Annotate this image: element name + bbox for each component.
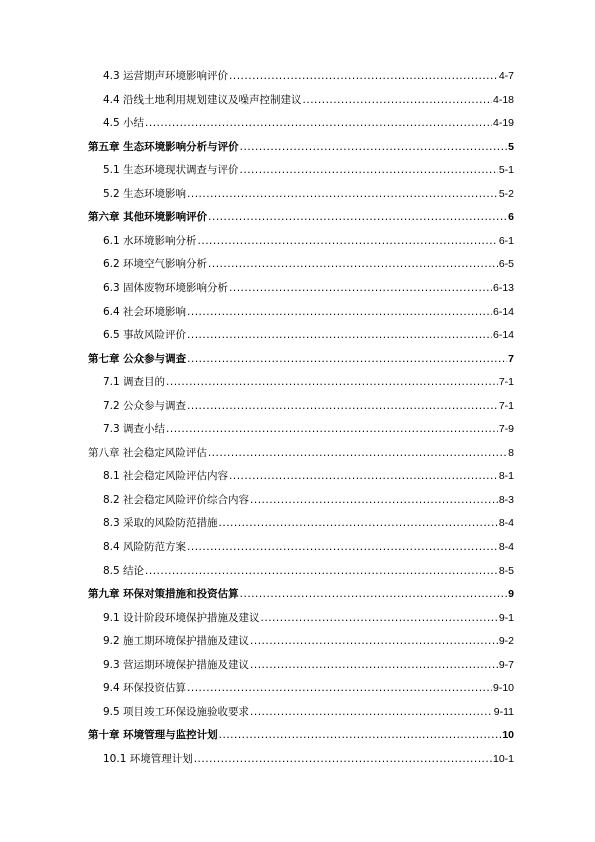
toc-entry-title: 第七章 公众参与调查 (88, 352, 187, 365)
toc-entry-page-number: 6-1 (498, 234, 514, 247)
toc-section-entry (103, 187, 514, 201)
toc-entry-page-number: 10 (502, 729, 514, 742)
toc-entry-title: 7.3 调查小结 (103, 423, 166, 436)
toc-entry-title: 6.1 水环境影响分析 (103, 234, 197, 247)
toc-entry-page-number: 9-10 (492, 682, 514, 695)
toc-entry-page-number: 6-14 (492, 329, 514, 342)
toc-dot-leader (166, 375, 498, 389)
toc-entry-page-number: 9-11 (493, 705, 514, 718)
toc-entry-title: 4.5 小结 (103, 117, 145, 130)
toc-section-entry (103, 116, 514, 130)
toc-dot-leader (187, 187, 498, 201)
toc-entry-title: 9.3 营运期环境保护措施及建议 (103, 658, 250, 671)
toc-dot-leader (219, 516, 498, 530)
toc-entry-title: 5.2 生态环境影响 (103, 187, 187, 200)
toc-section-entry (103, 516, 514, 530)
toc-chapter-entry (88, 140, 514, 154)
toc-dot-leader (187, 540, 498, 554)
toc-entry-title: 第六章 其他环境影响评价 (88, 211, 208, 224)
toc-entry-title: 10.1 环境管理计划 (103, 752, 193, 765)
toc-entry-title: 8.1 社会稳定风险评估内容 (103, 470, 229, 483)
toc-entry-title: 8.5 结论 (103, 564, 145, 577)
toc-dot-leader (250, 658, 498, 672)
toc-entry-title: 9.5 项目竣工环保设施验收要求 (103, 705, 250, 718)
toc-dot-leader (187, 328, 492, 342)
toc-entry-title: 5.1 生态环境现状调查与评价 (103, 164, 239, 177)
toc-entry-page-number: 8-3 (498, 493, 514, 506)
toc-section-entry (103, 234, 514, 248)
toc-section-entry (103, 281, 514, 295)
toc-entry-page-number: 10-1 (492, 752, 514, 765)
toc-section-entry (103, 564, 514, 578)
toc-dot-leader (250, 493, 498, 507)
toc-entry-page-number: 9-7 (498, 658, 514, 671)
toc-section-entry (103, 469, 514, 483)
toc-dot-leader (229, 469, 498, 483)
toc-dot-leader (250, 634, 498, 648)
toc-section-entry (103, 375, 514, 389)
toc-entry-page-number: 9-2 (498, 635, 514, 648)
toc-entry-page-number: 4-7 (498, 70, 514, 82)
toc-chapter-entry (88, 446, 514, 460)
toc-dot-leader (240, 163, 498, 177)
toc-dot-leader (303, 93, 492, 107)
toc-dot-leader (187, 305, 492, 319)
toc-entry-page-number: 7-1 (498, 399, 514, 412)
toc-dot-leader (194, 752, 492, 766)
toc-dot-leader (240, 587, 508, 601)
toc-dot-leader (145, 116, 492, 130)
toc-entry-page-number: 8-4 (498, 517, 514, 530)
toc-entry-page-number: 7-1 (498, 376, 514, 389)
toc-dot-leader (250, 705, 493, 719)
toc-section-entry (103, 752, 514, 766)
toc-dot-leader (261, 611, 498, 625)
toc-entry-page-number: 4-19 (492, 117, 514, 130)
toc-entry-title: 第八章 社会稳定风险评估 (88, 446, 207, 459)
toc-section-entry (103, 93, 514, 107)
toc-dot-leader (187, 352, 507, 366)
toc-entry-page-number: 4-18 (492, 93, 514, 106)
toc-dot-leader (198, 234, 498, 248)
toc-entry-title: 4.4 沿线土地利用规划建议及噪声控制建议 (103, 93, 302, 106)
toc-section-entry (103, 681, 514, 695)
toc-section-entry (103, 634, 514, 648)
toc-entry-page-number: 5-2 (498, 187, 514, 200)
toc-entry-page-number: 8-1 (498, 470, 514, 483)
toc-entry-page-number: 8 (508, 446, 514, 459)
toc-entry-title: 第十章 环境管理与监控计划 (88, 729, 218, 742)
toc-entry-page-number: 6-14 (492, 305, 514, 318)
toc-dot-leader (187, 681, 492, 695)
toc-entry-title: 9.2 施工期环境保护措施及建议 (103, 635, 250, 648)
toc-entry-page-number: 7-9 (498, 423, 514, 436)
toc-section-entry (103, 163, 514, 177)
toc-dot-leader (187, 399, 498, 413)
toc-section-entry (103, 399, 514, 413)
toc-chapter-entry (88, 210, 514, 224)
toc-section-entry (103, 328, 514, 342)
toc-entry-page-number: 7 (508, 352, 514, 365)
toc-entry-title: 9.4 环保投资估算 (103, 682, 187, 695)
toc-dot-leader (229, 69, 498, 83)
toc-dot-leader (145, 564, 498, 578)
toc-chapter-entry (88, 728, 514, 742)
toc-entry-page-number: 6-5 (498, 258, 514, 271)
toc-chapter-entry (88, 352, 514, 366)
toc-entry-page-number: 8-5 (498, 564, 514, 577)
toc-section-entry (103, 493, 514, 507)
toc-entry-title: 7.2 公众参与调查 (103, 399, 187, 412)
toc-entry-title: 6.2 环境空气影响分析 (103, 258, 208, 271)
toc-dot-leader (166, 422, 498, 436)
toc-dot-leader (229, 281, 492, 295)
toc-entry-title: 8.4 风险防范方案 (103, 541, 187, 553)
toc-section-entry (103, 422, 514, 436)
toc-entry-page-number: 6-13 (492, 281, 514, 294)
toc-entry-title: 第九章 环保对策措施和投资估算 (88, 588, 239, 601)
toc-dot-leader (208, 446, 507, 460)
toc-section-entry (103, 257, 514, 271)
toc-entry-title: 第五章 生态环境影响分析与评价 (88, 140, 239, 153)
toc-section-entry (103, 540, 514, 554)
toc-entry-title: 7.1 调查目的 (103, 376, 166, 389)
toc-chapter-entry (88, 587, 514, 601)
toc-entry-page-number: 5 (508, 140, 514, 153)
toc-entry-page-number: 9 (508, 588, 514, 601)
toc-dot-leader (219, 728, 502, 742)
toc-entry-title: 8.2 社会稳定风险评价综合内容 (103, 493, 250, 506)
toc-entry-title: 6.5 事故风险评价 (103, 329, 187, 342)
toc-entry-page-number: 8-4 (498, 541, 514, 553)
toc-dot-leader (208, 210, 507, 224)
toc-section-entry (103, 705, 514, 719)
toc-entry-page-number: 6 (508, 211, 514, 224)
toc-entry-title: 6.4 社会环境影响 (103, 305, 187, 318)
toc-entry-title: 8.3 采取的风险防范措施 (103, 517, 218, 530)
toc-section-entry (103, 611, 514, 625)
toc-dot-leader (208, 257, 498, 271)
toc-entry-title: 6.3 固体废物环境影响分析 (103, 281, 229, 294)
toc-entry-title: 4.3 运营期声环境影响评价 (103, 70, 229, 82)
toc-entry-page-number: 5-1 (498, 164, 514, 177)
toc-section-entry (103, 69, 514, 83)
toc-entry-page-number: 9-1 (498, 611, 514, 624)
toc-section-entry (103, 658, 514, 672)
toc-entry-title: 9.1 设计阶段环境保护措施及建议 (103, 611, 260, 624)
toc-dot-leader (240, 140, 508, 154)
toc-section-entry (103, 305, 514, 319)
